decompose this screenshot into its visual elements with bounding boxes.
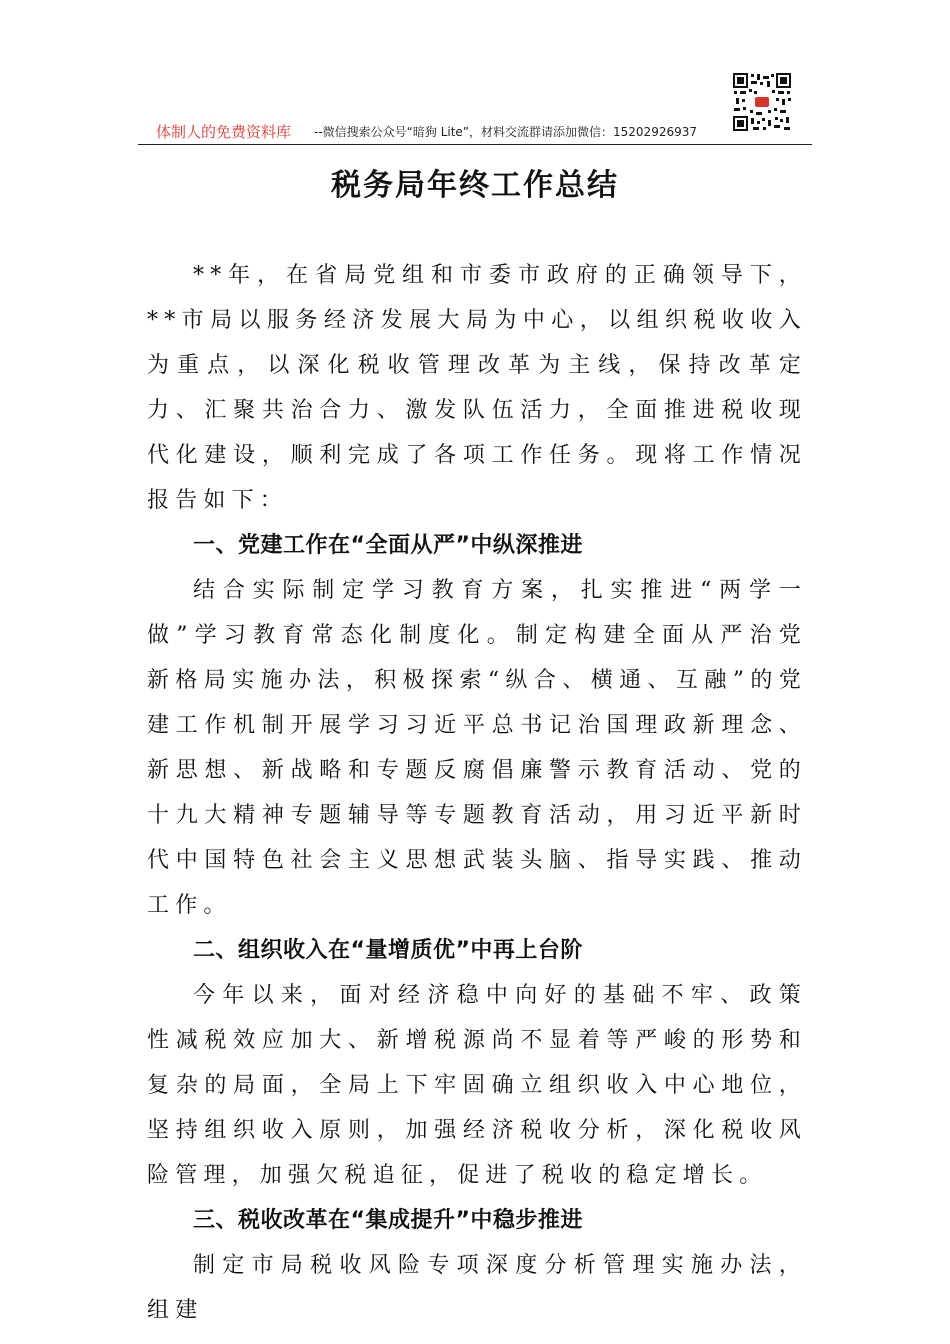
header-site-name: 体制人的免费资料库: [156, 123, 292, 141]
intro-paragraph: **年，在省局党组和市委市政府的正确领导下，**市局以服务经济发展大局为中心，以组织税收收入为重点，以深化税收管理改革为主线，保持改革定力、汇聚共治合力、激发队伍活力，全面推进税收现代化建设，顺利完成了各项工作任务。现将工作情况报告如下：: [147, 263, 807, 513]
section-paragraph-1: 结合实际制定学习教育方案，扎实推进“两学一做”学习教育常态化制度化。制定构建全面从严治党新格局实施办法，积极探索“纵合、横通、互融”的党建工作机制开展学习习近平总书记治国理政新理念、新思想、新战略和专题反腐倡廉警示教育活动、党的十九大精神专题辅导等专题教育活动，用习近平新时代中国特色社会主义思想武装头脑、指导实践、推动工作。: [147, 578, 807, 918]
section-paragraph-3: 制定市局税收风险专项深度分析管理实施办法，组建: [147, 1253, 807, 1323]
page-title: 税务局年终工作总结: [331, 168, 619, 203]
header-note: --微信搜索公众号“暗狗 Lite”，材料交流群请添加微信：15202926937: [314, 125, 697, 139]
document-body: [147, 253, 807, 1333]
page-header: [138, 118, 812, 145]
section-paragraph-2: 今年以来，面对经济稳中向好的基础不牢、政策性减税效应加大、新增税源尚不显着等严峻的形势和复杂的局面，全局上下牢固确立组织收入中心地位，坚持组织收入原则，加强经济税收分析，深化税收风险管理，加强欠税追征，促进了税收的稳定增长。: [147, 983, 807, 1188]
section-heading-3: 三、税收改革在“集成提升”中稳步推进: [193, 1208, 583, 1233]
section-heading-2: 二、组织收入在“量增质优”中再上台阶: [193, 938, 583, 963]
section-heading-1: 一、党建工作在“全面从严”中纵深推进: [193, 533, 583, 558]
qr-code-icon: [732, 72, 792, 132]
